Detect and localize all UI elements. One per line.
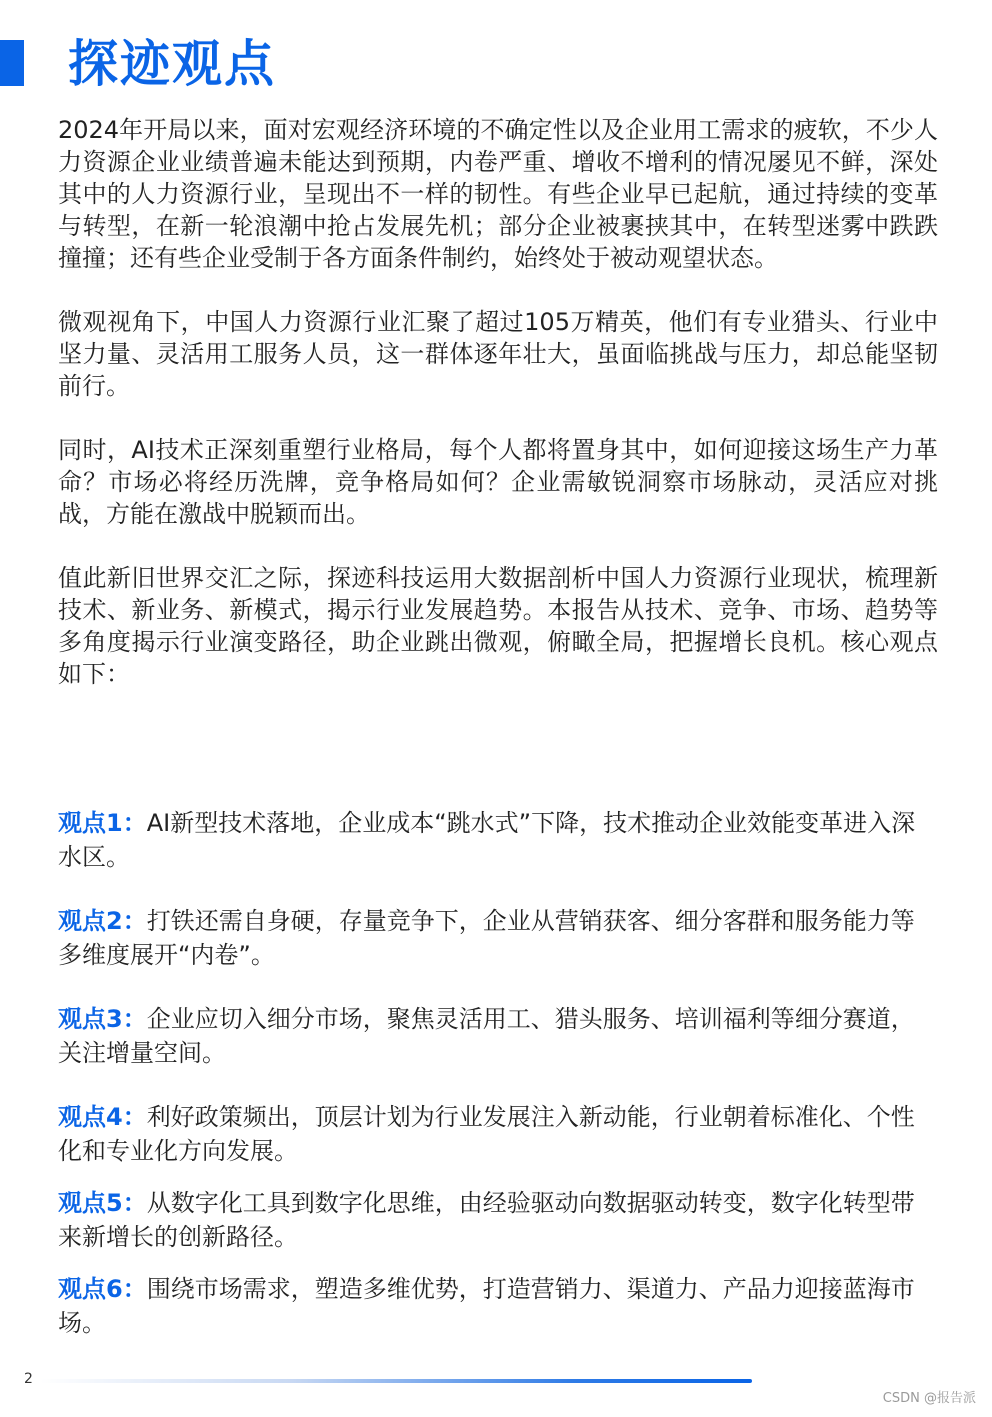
viewpoint-label: 观点3： (58, 1005, 147, 1033)
viewpoint-text: 利好政策频出，顶层计划为行业发展注入新动能，行业朝着标准化、个性化和专业化方向发展。 (58, 1103, 915, 1165)
viewpoint-label: 观点1： (58, 809, 147, 837)
intro-paragraph: 微观视角下，中国人力资源行业汇聚了超过105万精英，他们有专业猎头、行业中坚力量、灵活用工服务人员，这一群体逐年壮大，虽面临挑战与压力，却总能坚韧前行。 (58, 308, 938, 400)
viewpoint-label: 观点4： (58, 1103, 147, 1131)
viewpoint-text: 围绕市场需求，塑造多维优势，打造营销力、渠道力、产品力迎接蓝海市场。 (58, 1275, 915, 1337)
viewpoint-4 (58, 1100, 928, 1168)
title-accent-bar (0, 40, 24, 86)
page-number: 2 (24, 1371, 33, 1387)
intro-paragraph: 值此新旧世界交汇之际，探迹科技运用大数据剖析中国人力资源行业现状，梳理新技术、新业务、新模式，揭示行业发展趋势。本报告从技术、竞争、市场、趋势等多角度揭示行业演变路径，助企业跳出微观，俯瞰全局，把握增长良机。核心观点如下： (58, 564, 938, 688)
intro-section (58, 114, 938, 722)
intro-paragraph: 2024年开局以来，面对宏观经济环境的不确定性以及企业用工需求的疲软，不少人力资源企业业绩普遍未能达到预期，内卷严重、增收不增利的情况屡见不鲜，深处其中的人力资源行业，呈现出不一样的韧性。有些企业早已起航，通过持续的变革与转型，在新一轮浪潮中抢占发展先机；部分企业被裹挟其中，在转型迷雾中跌跌撞撞；还有些企业受制于各方面条件制约，始终处于被动观望状态。 (58, 116, 938, 272)
viewpoints-list (58, 806, 928, 1340)
viewpoint-text: AI新型技术落地，企业成本“跳水式”下降，技术推动企业效能变革进入深水区。 (58, 809, 916, 871)
viewpoint-text: 从数字化工具到数字化思维，由经验驱动向数据驱动转变，数字化转型带来新增长的创新路径。 (58, 1189, 915, 1251)
watermark: CSDN @报告派 (882, 1391, 976, 1406)
viewpoint-2 (58, 904, 928, 972)
viewpoint-3 (58, 1002, 928, 1070)
page-title: 探迹观点 (68, 35, 276, 93)
viewpoint-label: 观点6： (58, 1275, 147, 1303)
viewpoint-1 (58, 806, 928, 874)
viewpoint-label: 观点5： (58, 1189, 147, 1217)
footer-divider (40, 1379, 752, 1383)
viewpoint-text: 企业应切入细分市场，聚焦灵活用工、猎头服务、培训福利等细分赛道，关注增量空间。 (58, 1005, 915, 1067)
viewpoint-5 (58, 1186, 928, 1254)
viewpoint-text: 打铁还需自身硬，存量竞争下，企业从营销获客、细分客群和服务能力等多维度展开“内卷”。 (58, 907, 915, 969)
intro-paragraph: 同时，AI技术正深刻重塑行业格局，每个人都将置身其中，如何迎接这场生产力革命？市场必将经历洗牌，竞争格局如何？企业需敏锐洞察市场脉动，灵活应对挑战，方能在激战中脱颖而出。 (58, 436, 938, 528)
viewpoint-6 (58, 1272, 928, 1340)
viewpoint-label: 观点2： (58, 907, 147, 935)
